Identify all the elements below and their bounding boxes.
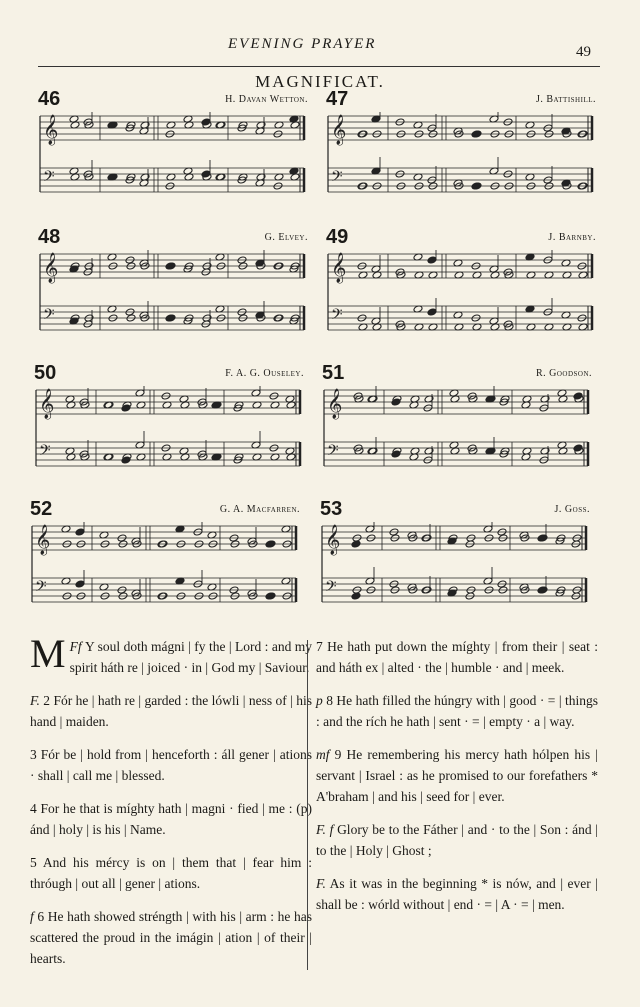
music-score — [326, 112, 596, 212]
gloria-2 — [316, 873, 598, 915]
tune-49 — [326, 226, 596, 351]
tune-53 — [320, 498, 590, 623]
verse-1 — [30, 631, 312, 678]
header-rule — [38, 66, 600, 67]
svg-text:𝄞: 𝄞 — [331, 253, 347, 283]
svg-text:𝄢: 𝄢 — [43, 306, 55, 327]
composer-name: J. Barnby. — [548, 232, 596, 243]
running-title: EVENING PRAYER — [228, 36, 377, 52]
verse-text: Y soul doth mágni | fy the | Lord : and my spirit háth re | joiced · in | God my | Saviour. — [69, 639, 312, 675]
tune-50 — [34, 362, 304, 487]
tune-47 — [326, 88, 596, 213]
tune-51 — [322, 362, 592, 487]
verse-text: 5 And his mércy is on | them that | fear him : thróugh | out all | gener | ations. — [30, 855, 312, 891]
music-score — [322, 386, 592, 486]
svg-text:𝄞: 𝄞 — [325, 525, 341, 555]
dynamic-mark: F. — [30, 693, 40, 708]
svg-text:𝄢: 𝄢 — [327, 442, 339, 463]
page-number: 49 — [576, 44, 591, 60]
gloria-1 — [316, 819, 598, 861]
music-score — [38, 250, 308, 350]
music-score — [30, 522, 300, 622]
verse-9 — [316, 744, 598, 807]
page-header — [0, 32, 640, 72]
verse-text: 9 He remembering his mercy hath hólpen his | servant | Israel : as he promised to our forefathers * A'braham | and his | seed for | ever. — [316, 747, 598, 804]
svg-text:𝄢: 𝄢 — [35, 578, 47, 599]
dynamic-mark: f — [30, 909, 34, 924]
tune-number: 48 — [38, 226, 61, 248]
verse-6 — [30, 906, 312, 969]
svg-text:𝄞: 𝄞 — [35, 525, 51, 555]
music-score — [326, 250, 596, 350]
verse-text: Glory be to the Fáther | and · to the | Son : ánd | to the | Holy | Ghost ; — [316, 822, 599, 858]
drop-cap: M — [30, 631, 66, 676]
svg-text:𝄞: 𝄞 — [327, 389, 343, 419]
tune-number: 49 — [326, 226, 349, 248]
svg-text:𝄢: 𝄢 — [43, 168, 55, 189]
music-score — [34, 386, 304, 486]
svg-text:𝄢: 𝄢 — [325, 578, 337, 599]
tune-number: 46 — [38, 88, 61, 110]
tune-number: 47 — [326, 88, 349, 110]
svg-text:𝄞: 𝄞 — [43, 115, 59, 145]
dynamic-mark: Ff — [69, 639, 82, 654]
svg-text:𝄞: 𝄞 — [43, 253, 59, 283]
composer-name: J. Battishill. — [535, 94, 596, 105]
tune-52 — [30, 498, 300, 623]
composer-name: F. A. G. Ouseley. — [225, 368, 304, 379]
composer-name: H. Davan Wetton. — [225, 94, 308, 105]
composer-name: R. Goodson. — [535, 368, 592, 379]
dynamic-mark: F. — [316, 876, 326, 891]
tune-number: 50 — [34, 362, 57, 384]
verse-text: 7 He hath put down the míghty | from their | seat : and háth ex | alted · the | humble · and | meek. — [316, 639, 598, 675]
canticle-text-right — [316, 636, 598, 927]
music-score — [38, 112, 308, 212]
tune-46 — [38, 88, 308, 213]
column-divider — [307, 640, 308, 970]
composer-name: G. A. Macfarren. — [219, 504, 300, 515]
verse-text: As it was in the beginning * is nów, and | ever | shall be : wórld without | end · = | A · = | men. — [316, 876, 598, 912]
tune-48 — [38, 226, 308, 351]
tune-number: 53 — [320, 498, 343, 520]
svg-text:𝄢: 𝄢 — [331, 306, 343, 327]
verse-7 — [316, 636, 598, 678]
verse-8 — [316, 690, 598, 732]
tune-number: 51 — [322, 362, 345, 384]
verse-5 — [30, 852, 312, 894]
verse-4 — [30, 798, 312, 840]
section-title: MAGNIFICAT. — [255, 72, 385, 91]
verse-text: 6 He hath showed stréngth | with his | arm : he has scattered the proud in the imágin | ation | of their | hearts. — [30, 909, 312, 966]
verse-2 — [30, 690, 312, 732]
svg-text:𝄞: 𝄞 — [39, 389, 55, 419]
dynamic-mark: mf — [316, 747, 330, 762]
music-score — [320, 522, 590, 622]
tune-number: 52 — [30, 498, 53, 520]
dynamic-mark: F. f — [316, 822, 334, 837]
composer-name: G. Elvey. — [264, 232, 308, 243]
composer-name: J. Goss. — [554, 504, 590, 515]
verse-text: 2 Fór he | hath re | garded : the lówli | ness of | his hand | maiden. — [30, 693, 313, 729]
svg-text:𝄢: 𝄢 — [331, 168, 343, 189]
canticle-text-left — [30, 631, 313, 981]
svg-text:𝄞: 𝄞 — [331, 115, 347, 145]
svg-text:𝄢: 𝄢 — [39, 442, 51, 463]
verse-text: 8 He hath filled the húngry with | good · = | things : and the rích he hath | sent · = | empty · a | way. — [316, 693, 599, 729]
verse-text: 3 Fór be | hold from | henceforth : áll gener | ations · shall | call me | blessed. — [30, 747, 312, 783]
dynamic-mark: p — [316, 693, 323, 708]
verse-text: 4 For he that is míghty hath | magni · fied | me : (p) ánd | holy | is his | Name. — [30, 801, 312, 837]
verse-3 — [30, 744, 312, 786]
